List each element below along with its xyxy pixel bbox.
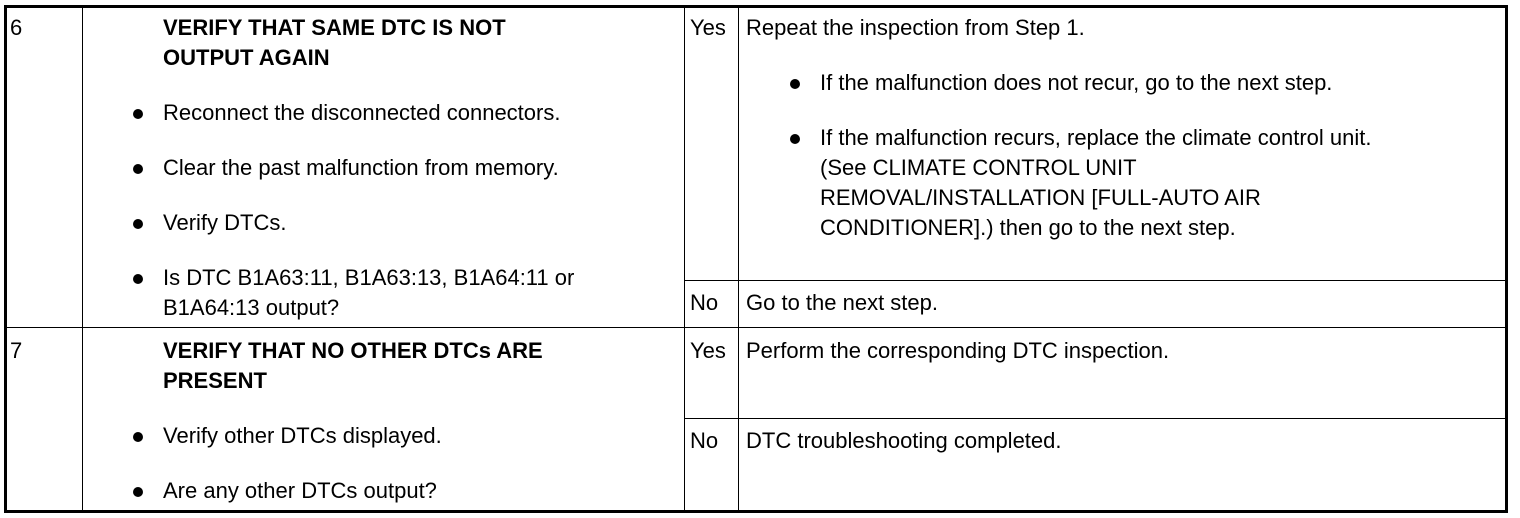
bullet-icon — [133, 164, 143, 174]
step-title: VERIFY THAT NO OTHER DTCs ARE — [163, 338, 543, 363]
yes-result-item: CONDITIONER].) then go to the next step. — [820, 215, 1236, 240]
bullet-icon — [790, 134, 800, 144]
yes-result: Perform the corresponding DTC inspection. — [746, 338, 1170, 363]
step-number: 6 — [10, 15, 23, 40]
yes-label: Yes — [690, 338, 726, 363]
column-divider-yesno — [684, 7, 685, 511]
yes-result-item: If the malfunction does not recur, go to the next step. — [820, 70, 1333, 95]
yes-label: Yes — [690, 15, 726, 40]
no-result: DTC troubleshooting completed. — [746, 428, 1062, 453]
bullet-icon — [133, 432, 143, 442]
action-item: Verify DTCs. — [163, 210, 287, 235]
no-label: No — [690, 290, 719, 315]
action-item: Reconnect the disconnected connectors. — [163, 100, 561, 125]
step-title: OUTPUT AGAIN — [163, 45, 330, 70]
no-result: Go to the next step. — [746, 290, 939, 315]
bullet-icon — [790, 79, 800, 89]
action-item: Verify other DTCs displayed. — [163, 423, 442, 448]
row-divider-step7-no — [684, 418, 1506, 419]
column-divider-number — [82, 7, 83, 511]
step-title: PRESENT — [163, 368, 267, 393]
step-number: 7 — [10, 338, 23, 363]
bullet-icon — [133, 487, 143, 497]
yes-result: Repeat the inspection from Step 1. — [746, 15, 1085, 40]
row-divider-step6-no — [684, 280, 1506, 281]
action-item: B1A64:13 output? — [163, 295, 340, 320]
bullet-icon — [133, 274, 143, 284]
step-title: VERIFY THAT SAME DTC IS NOT — [163, 15, 506, 40]
row-divider-step — [6, 327, 1506, 328]
column-divider-action — [738, 7, 739, 511]
bullet-icon — [133, 219, 143, 229]
yes-result-item: REMOVAL/INSTALLATION [FULL-AUTO AIR — [820, 185, 1261, 210]
action-item: Clear the past malfunction from memory. — [163, 155, 559, 180]
bullet-icon — [133, 109, 143, 119]
no-label: No — [690, 428, 719, 453]
action-item: Are any other DTCs output? — [163, 478, 437, 503]
yes-result-item: (See CLIMATE CONTROL UNIT — [820, 155, 1137, 180]
yes-result-item: If the malfunction recurs, replace the climate control unit. — [820, 125, 1372, 150]
action-item: Is DTC B1A63:11, B1A63:13, B1A64:11 or — [163, 265, 575, 290]
